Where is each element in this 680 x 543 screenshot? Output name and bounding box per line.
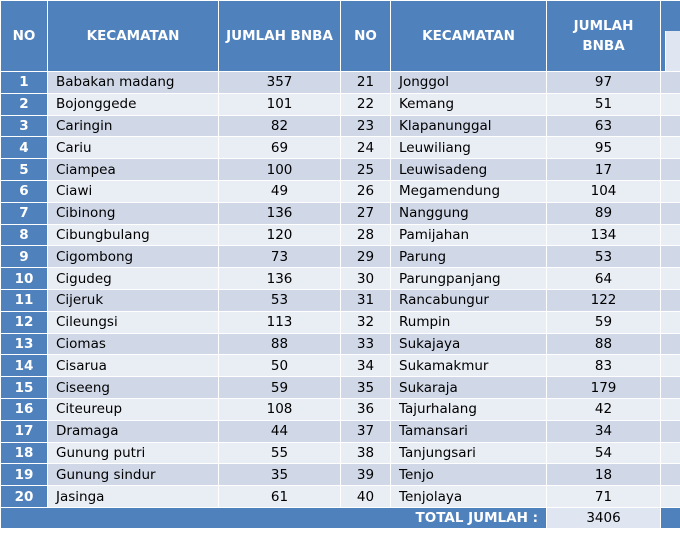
row-edge bbox=[661, 377, 680, 399]
header-kecamatan-2: KECAMATAN bbox=[391, 1, 547, 72]
row-kecamatan: Cijeruk bbox=[48, 289, 219, 311]
row-jumlah: 69 bbox=[219, 137, 341, 159]
row-edge bbox=[661, 464, 680, 486]
row-number: 7 bbox=[1, 202, 48, 224]
row-edge bbox=[661, 442, 680, 464]
row-jumlah-2: 95 bbox=[547, 137, 661, 159]
row-edge bbox=[661, 72, 680, 94]
row-number: 2 bbox=[1, 93, 48, 115]
total-label: TOTAL JUMLAH : bbox=[1, 507, 547, 528]
total-row bbox=[1, 507, 680, 528]
row-jumlah-2: 179 bbox=[547, 377, 661, 399]
header-edge bbox=[661, 1, 680, 72]
row-number-2: 28 bbox=[341, 224, 391, 246]
row-jumlah-2: 83 bbox=[547, 355, 661, 377]
row-jumlah-2: 59 bbox=[547, 311, 661, 333]
table-row bbox=[1, 333, 680, 355]
table-row bbox=[1, 202, 680, 224]
row-kecamatan: Cariu bbox=[48, 137, 219, 159]
row-number-2: 24 bbox=[341, 137, 391, 159]
row-kecamatan-2: Leuwisadeng bbox=[391, 159, 547, 181]
header-jumlah-bnba: JUMLAH BNBA bbox=[219, 1, 341, 72]
row-kecamatan: Ciawi bbox=[48, 180, 219, 202]
row-kecamatan-2: Tenjo bbox=[391, 464, 547, 486]
row-number-2: 32 bbox=[341, 311, 391, 333]
table-body bbox=[1, 72, 680, 508]
row-number-2: 26 bbox=[341, 180, 391, 202]
row-kecamatan: Bojonggede bbox=[48, 93, 219, 115]
table-row bbox=[1, 72, 680, 94]
row-kecamatan: Ciseeng bbox=[48, 377, 219, 399]
row-kecamatan-2: Jonggol bbox=[391, 72, 547, 94]
row-jumlah-2: 54 bbox=[547, 442, 661, 464]
row-kecamatan: Cigombong bbox=[48, 246, 219, 268]
header-kecamatan: KECAMATAN bbox=[48, 1, 219, 72]
row-jumlah: 120 bbox=[219, 224, 341, 246]
row-kecamatan: Cibungbulang bbox=[48, 224, 219, 246]
row-number-2: 29 bbox=[341, 246, 391, 268]
row-number: 17 bbox=[1, 420, 48, 442]
row-edge bbox=[661, 398, 680, 420]
row-edge bbox=[661, 93, 680, 115]
row-number: 15 bbox=[1, 377, 48, 399]
row-kecamatan: Ciomas bbox=[48, 333, 219, 355]
table-row bbox=[1, 486, 680, 508]
row-kecamatan-2: Tanjungsari bbox=[391, 442, 547, 464]
row-kecamatan-2: Megamendung bbox=[391, 180, 547, 202]
row-number: 13 bbox=[1, 333, 48, 355]
row-jumlah-2: 18 bbox=[547, 464, 661, 486]
row-number-2: 34 bbox=[341, 355, 391, 377]
row-kecamatan-2: Parung bbox=[391, 246, 547, 268]
row-number-2: 27 bbox=[341, 202, 391, 224]
row-jumlah-2: 97 bbox=[547, 72, 661, 94]
total-value: 3406 bbox=[547, 507, 661, 528]
row-jumlah-2: 122 bbox=[547, 289, 661, 311]
row-jumlah: 100 bbox=[219, 159, 341, 181]
row-kecamatan-2: Parungpanjang bbox=[391, 268, 547, 290]
row-kecamatan: Cigudeg bbox=[48, 268, 219, 290]
row-kecamatan: Caringin bbox=[48, 115, 219, 137]
row-number-2: 21 bbox=[341, 72, 391, 94]
row-jumlah: 55 bbox=[219, 442, 341, 464]
row-number: 10 bbox=[1, 268, 48, 290]
row-number-2: 37 bbox=[341, 420, 391, 442]
table-row bbox=[1, 137, 680, 159]
row-edge bbox=[661, 420, 680, 442]
row-kecamatan-2: Kemang bbox=[391, 93, 547, 115]
row-kecamatan: Gunung putri bbox=[48, 442, 219, 464]
row-kecamatan: Citeureup bbox=[48, 398, 219, 420]
row-number-2: 22 bbox=[341, 93, 391, 115]
row-kecamatan-2: Rancabungur bbox=[391, 289, 547, 311]
table-row bbox=[1, 442, 680, 464]
row-jumlah: 82 bbox=[219, 115, 341, 137]
table-row bbox=[1, 115, 680, 137]
row-jumlah-2: 64 bbox=[547, 268, 661, 290]
row-kecamatan: Babakan madang bbox=[48, 72, 219, 94]
row-kecamatan-2: Sukaraja bbox=[391, 377, 547, 399]
row-jumlah: 49 bbox=[219, 180, 341, 202]
row-number-2: 33 bbox=[341, 333, 391, 355]
row-jumlah: 53 bbox=[219, 289, 341, 311]
row-jumlah-2: 71 bbox=[547, 486, 661, 508]
row-number: 5 bbox=[1, 159, 48, 181]
row-number: 14 bbox=[1, 355, 48, 377]
table-row bbox=[1, 464, 680, 486]
row-number: 16 bbox=[1, 398, 48, 420]
row-jumlah-2: 134 bbox=[547, 224, 661, 246]
table-row bbox=[1, 93, 680, 115]
table-row bbox=[1, 246, 680, 268]
row-jumlah-2: 89 bbox=[547, 202, 661, 224]
row-edge bbox=[661, 333, 680, 355]
row-edge bbox=[661, 180, 680, 202]
row-jumlah: 44 bbox=[219, 420, 341, 442]
row-edge bbox=[661, 159, 680, 181]
row-number: 4 bbox=[1, 137, 48, 159]
row-number: 11 bbox=[1, 289, 48, 311]
row-jumlah: 61 bbox=[219, 486, 341, 508]
row-number: 20 bbox=[1, 486, 48, 508]
row-jumlah-2: 51 bbox=[547, 93, 661, 115]
row-number: 19 bbox=[1, 464, 48, 486]
table-row bbox=[1, 420, 680, 442]
header-edge-notch bbox=[665, 31, 680, 71]
table-row bbox=[1, 159, 680, 181]
row-edge bbox=[661, 115, 680, 137]
header-jumlah-bnba-2-text: JUMLAH BNBA bbox=[573, 18, 634, 54]
row-number: 18 bbox=[1, 442, 48, 464]
row-kecamatan: Cibinong bbox=[48, 202, 219, 224]
row-edge bbox=[661, 246, 680, 268]
row-jumlah: 113 bbox=[219, 311, 341, 333]
row-edge bbox=[661, 289, 680, 311]
row-kecamatan-2: Nanggung bbox=[391, 202, 547, 224]
row-kecamatan-2: Sukamakmur bbox=[391, 355, 547, 377]
table-row bbox=[1, 377, 680, 399]
row-kecamatan-2: Tenjolaya bbox=[391, 486, 547, 508]
row-jumlah: 136 bbox=[219, 268, 341, 290]
row-edge bbox=[661, 224, 680, 246]
row-kecamatan: Jasinga bbox=[48, 486, 219, 508]
row-number-2: 38 bbox=[341, 442, 391, 464]
header-no-2: NO bbox=[341, 1, 391, 72]
row-edge bbox=[661, 311, 680, 333]
header-row bbox=[1, 1, 680, 72]
row-jumlah: 101 bbox=[219, 93, 341, 115]
row-edge bbox=[661, 137, 680, 159]
row-number: 12 bbox=[1, 311, 48, 333]
total-edge bbox=[661, 507, 680, 528]
row-number-2: 40 bbox=[341, 486, 391, 508]
row-number: 6 bbox=[1, 180, 48, 202]
row-number: 1 bbox=[1, 72, 48, 94]
row-jumlah-2: 42 bbox=[547, 398, 661, 420]
table-row bbox=[1, 398, 680, 420]
row-number-2: 36 bbox=[341, 398, 391, 420]
row-number: 3 bbox=[1, 115, 48, 137]
row-jumlah: 50 bbox=[219, 355, 341, 377]
header-no: NO bbox=[1, 1, 48, 72]
row-number-2: 39 bbox=[341, 464, 391, 486]
row-kecamatan-2: Tajurhalang bbox=[391, 398, 547, 420]
row-kecamatan: Gunung sindur bbox=[48, 464, 219, 486]
row-edge bbox=[661, 355, 680, 377]
row-kecamatan-2: Sukajaya bbox=[391, 333, 547, 355]
row-edge bbox=[661, 486, 680, 508]
row-jumlah-2: 104 bbox=[547, 180, 661, 202]
row-jumlah: 136 bbox=[219, 202, 341, 224]
table-row bbox=[1, 268, 680, 290]
row-number: 9 bbox=[1, 246, 48, 268]
row-jumlah: 357 bbox=[219, 72, 341, 94]
row-kecamatan-2: Rumpin bbox=[391, 311, 547, 333]
row-number-2: 25 bbox=[341, 159, 391, 181]
row-jumlah-2: 53 bbox=[547, 246, 661, 268]
row-kecamatan: Cisarua bbox=[48, 355, 219, 377]
row-kecamatan-2: Tamansari bbox=[391, 420, 547, 442]
row-jumlah: 88 bbox=[219, 333, 341, 355]
table-row bbox=[1, 289, 680, 311]
row-kecamatan-2: Pamijahan bbox=[391, 224, 547, 246]
row-kecamatan: Ciampea bbox=[48, 159, 219, 181]
table-row bbox=[1, 355, 680, 377]
row-number-2: 35 bbox=[341, 377, 391, 399]
row-jumlah-2: 34 bbox=[547, 420, 661, 442]
row-jumlah: 35 bbox=[219, 464, 341, 486]
row-edge bbox=[661, 202, 680, 224]
table-row bbox=[1, 180, 680, 202]
row-jumlah: 59 bbox=[219, 377, 341, 399]
row-kecamatan: Cileungsi bbox=[48, 311, 219, 333]
row-kecamatan-2: Leuwiliang bbox=[391, 137, 547, 159]
table-row bbox=[1, 224, 680, 246]
row-number-2: 30 bbox=[341, 268, 391, 290]
row-number: 8 bbox=[1, 224, 48, 246]
row-number-2: 23 bbox=[341, 115, 391, 137]
row-jumlah: 73 bbox=[219, 246, 341, 268]
row-edge bbox=[661, 268, 680, 290]
row-jumlah-2: 88 bbox=[547, 333, 661, 355]
row-jumlah: 108 bbox=[219, 398, 341, 420]
row-kecamatan-2: Klapanunggal bbox=[391, 115, 547, 137]
row-jumlah-2: 63 bbox=[547, 115, 661, 137]
row-number-2: 31 bbox=[341, 289, 391, 311]
row-kecamatan: Dramaga bbox=[48, 420, 219, 442]
row-jumlah-2: 17 bbox=[547, 159, 661, 181]
table-row bbox=[1, 311, 680, 333]
header-jumlah-bnba-2 bbox=[547, 1, 661, 72]
